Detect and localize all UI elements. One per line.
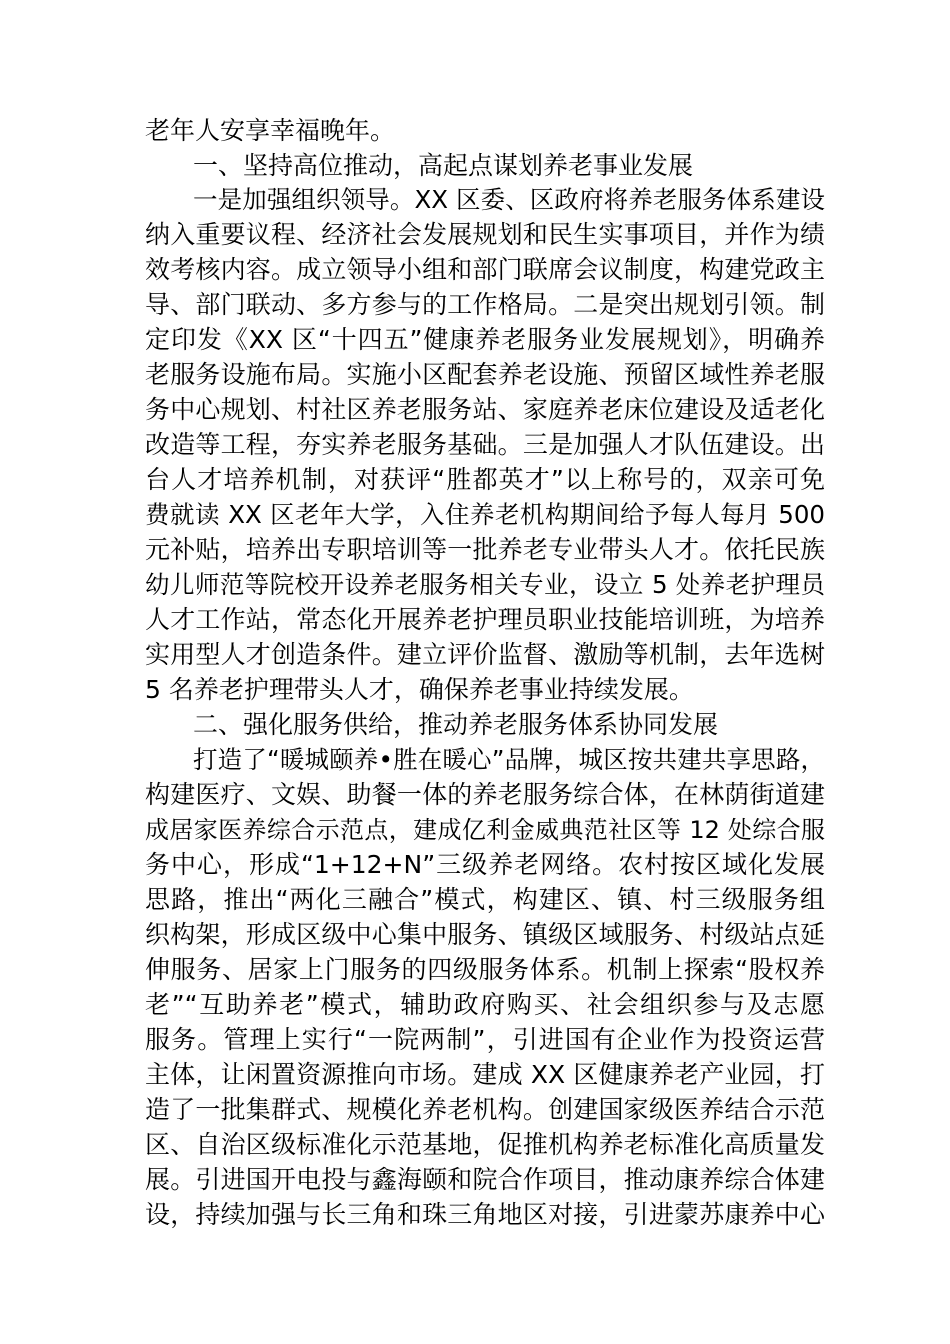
text-line: 务中心，形成“1+12+N”三级养老网络。农村按区域化发展	[145, 850, 825, 879]
text-line: 打造了“暖城颐养•胜在暖心”品牌，城区按共建共享思路，	[193, 745, 825, 774]
text-line: 人才工作站，常态化开展养老护理员职业技能培训班，为培养	[145, 605, 825, 634]
text-line: 伸服务、居家上门服务的四级服务体系。机制上探索“股权养	[145, 955, 825, 984]
text-line: 造了一批集群式、规模化养老机构。创建国家级医养结合示范	[145, 1095, 825, 1124]
text-line: 设，持续加强与长三角和珠三角地区对接，引进蒙苏康养中心	[145, 1200, 825, 1229]
text-line: 元补贴，培养出专职培训等一批养老专业带头人才。依托民族	[145, 535, 825, 564]
text-line: 导、部门联动、多方参与的工作格局。二是突出规划引领。制	[145, 290, 825, 319]
text-line: 老服务设施布局。实施小区配套养老设施、预留区域性养老服	[145, 360, 825, 389]
text-line: 幼儿师范等院校开设养老服务相关专业，设立 5 处养老护理员	[145, 570, 825, 599]
text-line: 织构架，形成区级中心集中服务、镇级区域服务、村级站点延	[145, 920, 825, 949]
text-line: 服务。管理上实行“一院两制”，引进国有企业作为投资运营	[145, 1025, 825, 1054]
text-line: 区、自治区级标准化示范基地，促推机构养老标准化高质量发	[145, 1130, 825, 1159]
text-line: 构建医疗、文娱、助餐一体的养老服务综合体，在林荫街道建	[145, 780, 825, 809]
section-heading-2: 二、强化服务供给，推动养老服务体系协同发展	[193, 710, 719, 739]
text-line: 效考核内容。成立领导小组和部门联席会议制度，构建党政主	[145, 255, 825, 284]
text-line: 务中心规划、村社区养老服务站、家庭养老床位建设及适老化	[145, 395, 825, 424]
text-line: 5 名养老护理带头人才，确保养老事业持续发展。	[145, 675, 694, 704]
text-line: 主体，让闲置资源推向市场。建成 XX 区健康养老产业园，打	[145, 1060, 825, 1089]
text-line: 台人才培养机制，对获评“胜都英才”以上称号的，双亲可免	[145, 465, 825, 494]
text-line: 改造等工程，夯实养老服务基础。三是加强人才队伍建设。出	[145, 430, 825, 459]
text-line: 一是加强组织领导。XX 区委、区政府将养老服务体系建设	[193, 185, 825, 214]
text-line: 实用型人才创造条件。建立评价监督、激励等机制，去年选树	[145, 640, 825, 669]
text-line: 纳入重要议程、经济社会发展规划和民生实事项目，并作为绩	[145, 220, 825, 249]
text-line: 展。引进国开电投与鑫海颐和院合作项目，推动康养综合体建	[145, 1165, 825, 1194]
text-line: 成居家医养综合示范点，建成亿利金威典范社区等 12 处综合服	[145, 816, 825, 844]
section-heading-1: 一、坚持高位推动，高起点谋划养老事业发展	[193, 151, 694, 180]
text-line: 老”“互助养老”模式，辅助政府购买、社会组织参与及志愿	[145, 990, 825, 1019]
text-line: 老年人安享幸福晚年。	[145, 116, 396, 145]
text-line: 思路，推出“两化三融合”模式，构建区、镇、村三级服务组	[145, 885, 825, 914]
text-line: 定印发《XX 区“十四五”健康养老服务业发展规划》，明确养	[145, 325, 825, 354]
text-line: 费就读 XX 区老年大学，入住养老机构期间给予每人每月 500	[145, 500, 825, 529]
